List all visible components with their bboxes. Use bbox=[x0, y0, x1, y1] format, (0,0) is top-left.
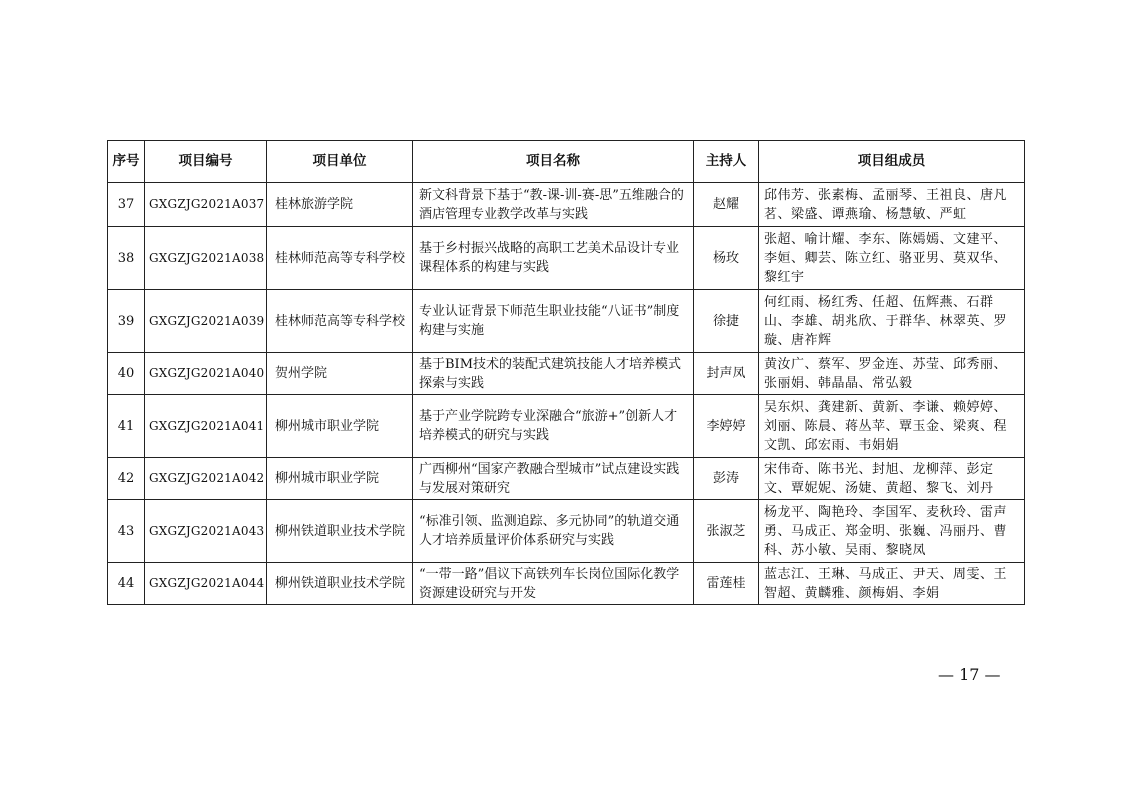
header-name: 项目名称 bbox=[413, 141, 694, 183]
row-seq: 43 bbox=[108, 500, 145, 563]
row-unit: 柳州城市职业学院 bbox=[267, 395, 413, 458]
table-row bbox=[108, 353, 1025, 395]
row-code: GXGZJG2021A042 bbox=[145, 458, 267, 500]
row-host: 李婷婷 bbox=[694, 395, 759, 458]
row-code: GXGZJG2021A041 bbox=[145, 395, 267, 458]
row-host: 赵耀 bbox=[694, 183, 759, 227]
row-name: 专业认证背景下师范生职业技能“八证书”制度构建与实施 bbox=[413, 290, 694, 353]
row-name: 基于乡村振兴战略的高职工艺美术品设计专业课程体系的构建与实践 bbox=[413, 227, 694, 290]
row-host: 张淑芝 bbox=[694, 500, 759, 563]
table-row bbox=[108, 458, 1025, 500]
row-members: 宋伟奇、陈书光、封旭、龙柳萍、彭定文、覃妮妮、汤婕、黄超、黎飞、刘丹 bbox=[759, 458, 1025, 500]
row-seq: 41 bbox=[108, 395, 145, 458]
row-members: 何红雨、杨红秀、任超、伍辉燕、石群山、李雄、胡兆欣、于群华、林翠英、罗璇、唐祚辉 bbox=[759, 290, 1025, 353]
row-host: 徐捷 bbox=[694, 290, 759, 353]
row-name: 广西柳州“国家产教融合型城市”试点建设实践与发展对策研究 bbox=[413, 458, 694, 500]
row-unit: 柳州铁道职业技术学院 bbox=[267, 563, 413, 605]
row-seq: 44 bbox=[108, 563, 145, 605]
row-unit: 桂林旅游学院 bbox=[267, 183, 413, 227]
row-unit: 桂林师范高等专科学校 bbox=[267, 227, 413, 290]
row-seq: 37 bbox=[108, 183, 145, 227]
table-row bbox=[108, 290, 1025, 353]
row-members: 杨龙平、陶艳玲、李国军、麦秋玲、雷声勇、马成正、郑金明、张巍、冯丽丹、曹科、苏小敏、吴雨、黎晓凤 bbox=[759, 500, 1025, 563]
row-code: GXGZJG2021A040 bbox=[145, 353, 267, 395]
row-code: GXGZJG2021A039 bbox=[145, 290, 267, 353]
row-seq: 38 bbox=[108, 227, 145, 290]
project-table bbox=[107, 140, 1025, 605]
row-seq: 42 bbox=[108, 458, 145, 500]
row-name: 基于产业学院跨专业深融合“旅游+”创新人才培养模式的研究与实践 bbox=[413, 395, 694, 458]
row-code: GXGZJG2021A044 bbox=[145, 563, 267, 605]
row-unit: 柳州城市职业学院 bbox=[267, 458, 413, 500]
row-name: 新文科背景下基于“教-课-训-赛-思”五维融合的酒店管理专业教学改革与实践 bbox=[413, 183, 694, 227]
row-unit: 柳州铁道职业技术学院 bbox=[267, 500, 413, 563]
row-members: 黄汝广、蔡军、罗金连、苏莹、邱秀丽、张丽娟、韩晶晶、常弘毅 bbox=[759, 353, 1025, 395]
table-row bbox=[108, 500, 1025, 563]
row-unit: 桂林师范高等专科学校 bbox=[267, 290, 413, 353]
row-members: 张超、喻计耀、李东、陈嫣嫣、文建平、李姮、卿芸、陈立红、骆亚男、莫双华、黎红宇 bbox=[759, 227, 1025, 290]
header-host: 主持人 bbox=[694, 141, 759, 183]
table-row bbox=[108, 563, 1025, 605]
row-name: “一带一路”倡议下高铁列车长岗位国际化教学资源建设研究与开发 bbox=[413, 563, 694, 605]
row-seq: 40 bbox=[108, 353, 145, 395]
row-host: 彭涛 bbox=[694, 458, 759, 500]
table-header-row bbox=[108, 141, 1025, 183]
row-members: 邱伟芳、张素梅、孟丽琴、王祖良、唐凡茗、梁盛、谭燕瑜、杨慧敏、严虹 bbox=[759, 183, 1025, 227]
page-number: — 17 — bbox=[938, 665, 1001, 684]
row-unit: 贺州学院 bbox=[267, 353, 413, 395]
table-row bbox=[108, 183, 1025, 227]
header-seq: 序号 bbox=[108, 141, 145, 183]
row-code: GXGZJG2021A037 bbox=[145, 183, 267, 227]
row-host: 封声凤 bbox=[694, 353, 759, 395]
row-code: GXGZJG2021A043 bbox=[145, 500, 267, 563]
header-code: 项目编号 bbox=[145, 141, 267, 183]
table-row bbox=[108, 227, 1025, 290]
header-unit: 项目单位 bbox=[267, 141, 413, 183]
header-members: 项目组成员 bbox=[759, 141, 1025, 183]
table-row bbox=[108, 395, 1025, 458]
row-name: 基于BIM技术的装配式建筑技能人才培养模式探索与实践 bbox=[413, 353, 694, 395]
row-seq: 39 bbox=[108, 290, 145, 353]
row-host: 杨玫 bbox=[694, 227, 759, 290]
row-members: 吴东炽、龚建新、黄新、李谦、赖婷婷、刘丽、陈晨、蒋丛苹、覃玉金、梁爽、程文凯、邱宏雨、韦娟娟 bbox=[759, 395, 1025, 458]
row-name: “标准引领、监测追踪、多元协同”的轨道交通人才培养质量评价体系研究与实践 bbox=[413, 500, 694, 563]
row-members: 蓝志江、王琳、马成正、尹天、周雯、王智超、黄麟雅、颜梅娟、李娟 bbox=[759, 563, 1025, 605]
row-code: GXGZJG2021A038 bbox=[145, 227, 267, 290]
row-host: 雷莲桂 bbox=[694, 563, 759, 605]
